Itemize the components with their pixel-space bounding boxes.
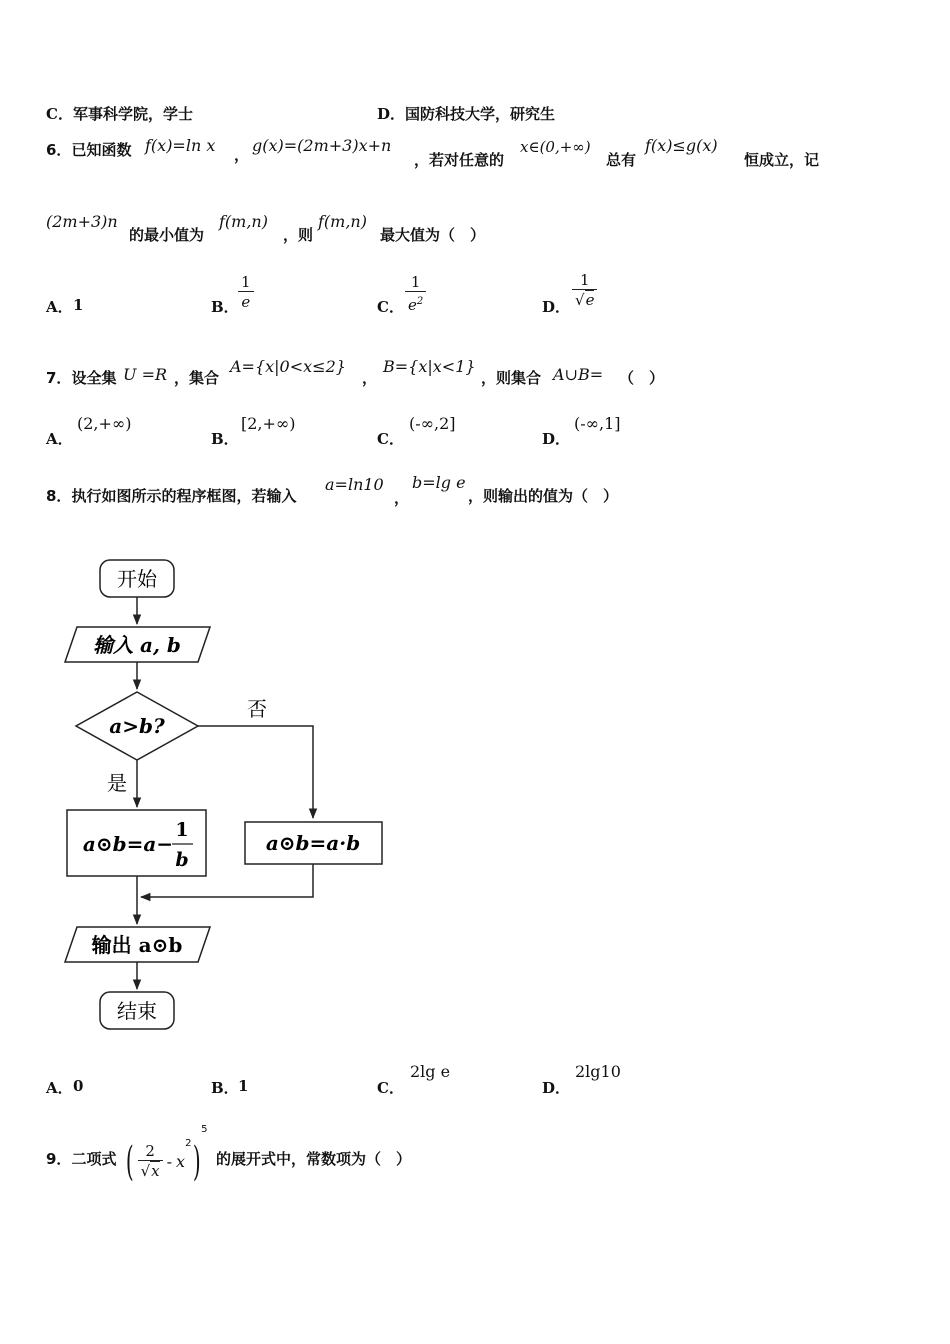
q5-option-c-label: C．: [46, 105, 73, 123]
q7-option-c-value: (-∞,2]: [409, 414, 456, 433]
q9-x: x: [176, 1152, 186, 1171]
q7-text-3: ，则集合: [481, 369, 542, 387]
q6-text-4: 恒成立，记: [744, 151, 820, 169]
q5-option-d-label: D．: [377, 105, 406, 123]
q6-option-b-fraction: [238, 273, 254, 312]
q9-frac-num: 2: [145, 1142, 155, 1160]
q7-option-d-label: D．: [542, 430, 571, 448]
q6-option-b-num: 1: [241, 273, 251, 291]
q7-option-b-label: B．: [211, 430, 239, 448]
q6-text-3: 总有: [606, 151, 637, 169]
q6-option-b-label: B．: [211, 298, 239, 316]
q6-f-definition: f(x)=ln x: [145, 136, 216, 155]
q8-option-c-value: 2lg e: [410, 1062, 451, 1081]
q6-number: 6．: [46, 141, 72, 159]
q8-stem: [46, 485, 296, 506]
q7-set-a: A={x|0<x≤2}: [230, 357, 346, 376]
q6-domain: x∈(0,+∞): [520, 138, 591, 156]
q7-option-c-label: C．: [377, 430, 404, 448]
q9-minus: -: [166, 1152, 173, 1171]
q6-option-a-label: A．: [46, 298, 73, 316]
q6-stem-line1: [46, 139, 131, 160]
q8-option-b-value: 1: [238, 1077, 249, 1095]
q7-comma: ，: [362, 369, 378, 387]
q7-text-2: ，集合: [174, 369, 220, 387]
q6-option-c-den-sup: 2: [416, 296, 424, 307]
q7-set-b: B={x|x<1}: [383, 357, 476, 376]
q7-option-a-label: A．: [46, 430, 73, 448]
q9-number: 9．: [46, 1150, 72, 1168]
q7-option-b-value: [2,+∞): [241, 414, 296, 433]
q6-option-b-den: e: [238, 291, 254, 312]
q6-f-mn: f(m,n): [219, 212, 268, 231]
q6-text-5: 的最小值为: [129, 226, 205, 244]
q6-inequality: f(x)≤g(x): [645, 136, 718, 155]
q6-option-d-label: D．: [542, 298, 571, 316]
q5-option-d-text: 国防科技大学，研究生: [405, 105, 556, 123]
flow-left-process-den: b: [175, 849, 189, 871]
flow-left-process-num: 1: [175, 819, 189, 841]
q9-stem: [46, 1148, 116, 1169]
q7-option-d-value: (-∞,1]: [574, 414, 621, 433]
flow-input-text: 输入 a, b: [93, 633, 181, 657]
q6-option-d-fraction: $\frac{1}{√e}$: [572, 271, 597, 310]
flow-right-process-text: a⊙b=a·b: [265, 831, 361, 855]
q9-x-sup: 2: [185, 1138, 192, 1149]
q7-text-4: （ ）: [619, 369, 665, 387]
q7-universal-set: U =R: [123, 365, 168, 384]
q7-text-1: 设全集: [71, 369, 117, 387]
q7-option-a-value: (2,+∞): [77, 414, 132, 433]
q9-power: 5: [201, 1124, 208, 1135]
q6-option-c-label: C．: [377, 298, 404, 316]
q6-expression: (2m+3)n: [46, 212, 118, 231]
flow-decision-text: a>b?: [109, 714, 165, 738]
q6-option-c-num: 1: [410, 273, 421, 291]
q9-text-2: 的展开式中，常数项为（ ）: [216, 1150, 412, 1168]
q6-option-d-num: 1: [579, 271, 590, 289]
q9-binomial-expression: ( $\frac{2}{√x}$ - $x^2)^5$: [125, 1124, 208, 1185]
q8-option-b-label: B．: [211, 1079, 239, 1097]
flow-end-text: 结束: [117, 999, 157, 1023]
flow-arrow-merge-left: [141, 864, 313, 897]
flow-no-label: 否: [247, 697, 267, 721]
q8-comma: ，: [394, 489, 410, 507]
q7-number: 7．: [46, 369, 72, 387]
q5-option-c-text: 军事科学院，学士: [73, 105, 194, 123]
q7-union: A∪B=: [553, 365, 604, 384]
q8-option-a-value: 0: [73, 1077, 84, 1095]
q8-a-definition: a=ln10: [325, 475, 384, 494]
q6-text-7: 最大值为（ ）: [380, 226, 486, 244]
q6-option-a-value: 1: [73, 296, 84, 314]
q6-option-d-den: e: [585, 291, 595, 309]
q8-text-1: 执行如图所示的程序框图，若输入: [71, 487, 297, 505]
q8-flowchart: [55, 550, 395, 1040]
q8-option-d-label: D．: [542, 1079, 571, 1097]
q7-stem: [46, 367, 116, 388]
q8-option-c-label: C．: [377, 1079, 404, 1097]
flow-output-text: 输出 a⊙b: [91, 933, 183, 957]
q9-right-paren: ): [193, 1138, 202, 1185]
flow-start-text: 开始: [117, 567, 157, 591]
q8-text-2: ，则输出的值为（ ）: [468, 487, 619, 505]
flow-arrow-no: [198, 726, 313, 818]
q6-f-mn-2: f(m,n): [318, 212, 367, 231]
q9-text-1: 二项式: [71, 1150, 117, 1168]
q6-text-2: ，若对任意的: [414, 151, 505, 169]
q6-option-c-den: e: [408, 296, 417, 314]
q8-option-d-value: 2lg10: [575, 1062, 621, 1081]
flow-yes-label: 是: [107, 771, 127, 795]
q8-option-a-label: A．: [46, 1079, 73, 1097]
q6-text-6: ，则: [283, 226, 314, 244]
q8-b-definition: b=lg e: [412, 473, 466, 492]
q6-g-definition: g(x)=(2m+3)x+n: [252, 136, 392, 155]
q9-frac-den: x: [151, 1162, 160, 1180]
q8-number: 8．: [46, 487, 72, 505]
q6-comma: ，: [234, 146, 250, 164]
q9-left-paren: (: [125, 1138, 134, 1185]
q6-text-1: 已知函数: [71, 141, 132, 159]
q6-option-c-fraction: [405, 273, 426, 315]
flow-left-process-lhs: a⊙b=a−: [82, 832, 174, 856]
